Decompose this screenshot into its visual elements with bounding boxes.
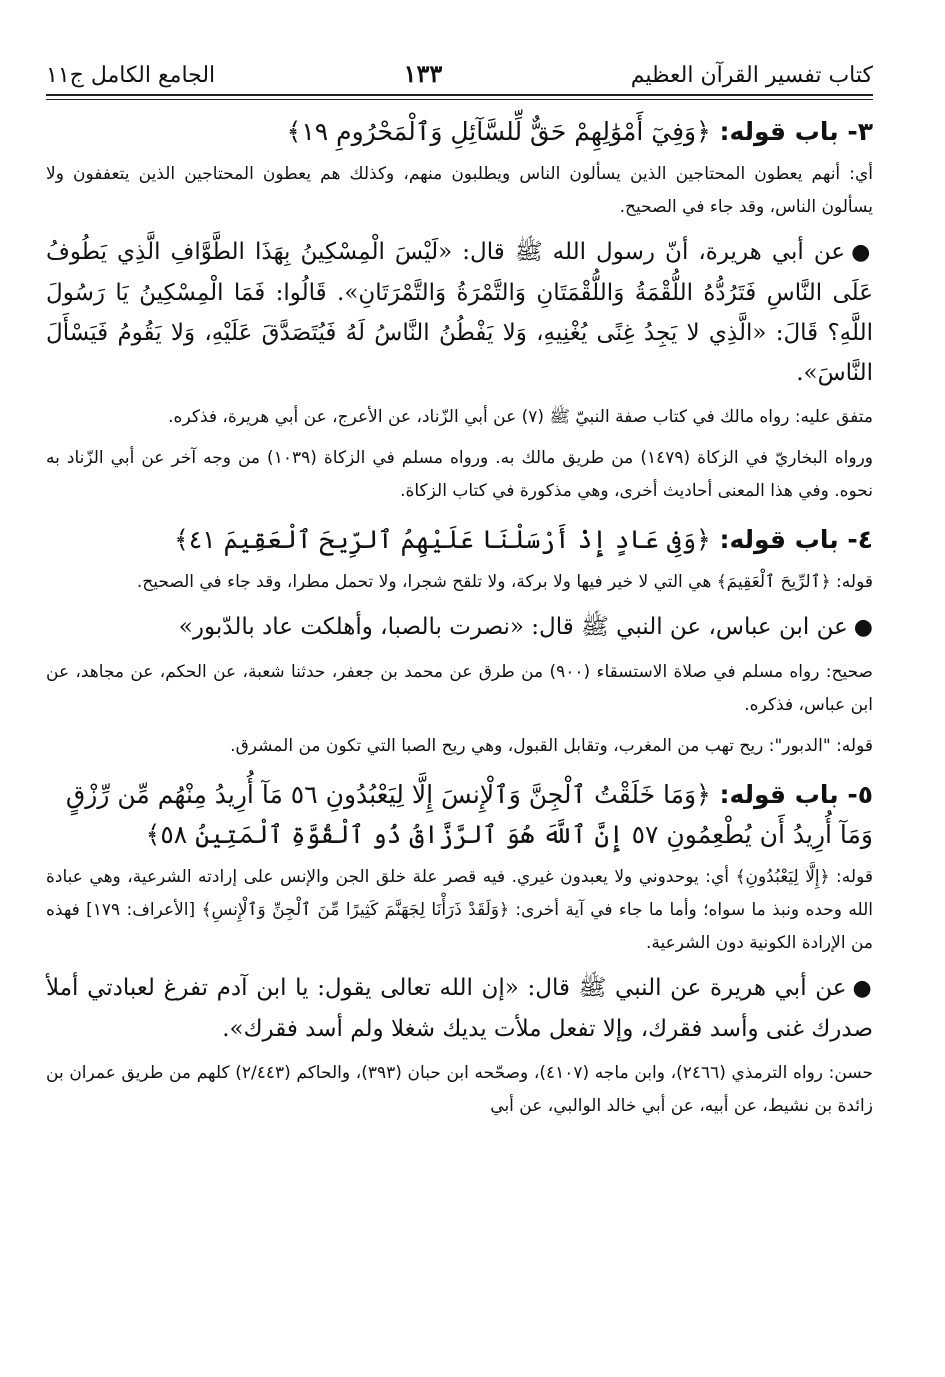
section-heading: [46, 112, 873, 152]
bullet-icon: ●: [852, 976, 873, 1001]
commentary-paragraph: صحيح: رواه مسلم في صلاة الاستسقاء (٩٠٠) من طرق عن محمد بن جعفر، حدثنا شعبة، عن الحكم، عن مجاهد، عن ابن عباس، فذكره.: [46, 662, 873, 715]
page-number: ١٣٣: [403, 59, 443, 88]
commentary-paragraph: ورواه البخاريّ في الزكاة (١٤٧٩) من طريق مالك به. ورواه مسلم في الزكاة (١٠٣٩) من وجه آخر عن أبي الزّناد به نحوه. وفي هذا المعنى أحاديث أخرى، وهي مذكورة في كتاب الزكاة.: [46, 448, 873, 501]
quran-verse: ﴿وَفِيٓ أَمْوَٰلِهِمْ حَقٌّ لِّلسَّآئِلِ وَٱلْمَحْرُومِ ١٩﴾: [286, 117, 711, 146]
commentary-paragraph: قوله: ﴿ٱلرِّيحَ ٱلْعَقِيمَ﴾ هي التي لا خير فيها ولا بركة، ولا تلقح شجرا، ولا تحمل مطرا، وقد جاء في الصحيح.: [136, 572, 873, 592]
quran-verse: ﴿وَفِى عَادٍ إِذْ أَرْسَلْنَا عَلَيْهِمُ ٱلرِّيحَ ٱلْعَقِيمَ ٤١﴾: [174, 525, 711, 554]
book-page: [46, 48, 873, 1367]
quran-verse: ﴿وَمَا خَلَقْتُ ٱلْجِنَّ وَٱلْإِنسَ إِلَّا لِيَعْبُدُونِ ٥٦ مَآ أُرِيدُ مِنْهُم مِّن رِّزْقٍ وَمَآ أُرِيدُ أَن يُطْعِمُونِ ٥٧ إِنَّ ٱللَّهَ هُوَ ٱلرَّزَّاقُ ذُو ٱلْقُوَّةِ ٱلْمَتِينُ ٥٨﴾: [65, 780, 873, 849]
section-heading-label: ٣- باب قوله:: [710, 117, 873, 146]
commentary-paragraph: متفق عليه: رواه مالك في كتاب صفة النبيّ ﷺ (٧) عن أبي الزّناد، عن الأعرج، عن أبي هريرة، فذكره.: [168, 407, 873, 427]
book-title: كتاب تفسير القرآن العظيم: [630, 63, 873, 88]
commentary-paragraph: حسن: رواه الترمذي (٢٤٦٦)، وابن ماجه (٤١٠٧)، وصحّحه ابن حبان (٣٩٣)، والحاكم (٢/٤٤٣) كلهم من طريق عمران بن زائدة بن نشيط، عن أبيه، عن أبي خالد الوالبي، عن أبي: [46, 1063, 873, 1116]
section-heading-label: ٤- باب قوله:: [710, 525, 873, 554]
volume-label: الجامع الكامل ج١١: [46, 63, 216, 88]
hadith-body: عن أبي هريرة عن النبي ﷺ قال: «إن الله تعالى يقول: يا ابن آدم تفرغ لعبادتي أملأ صدرك غنى وأسد فقرك، وإلا تفعل ملأت يديك شغلا ولم أسد فقرك».: [46, 975, 873, 1042]
hadith-body: عن ابن عباس، عن النبي ﷺ قال: «نصرت بالصبا، وأهلكت عاد بالدّبور»: [178, 614, 848, 640]
bullet-icon: ●: [853, 615, 873, 640]
bullet-icon: ●: [851, 240, 873, 265]
section-heading: [46, 775, 873, 855]
hadith-text: [46, 607, 873, 648]
commentary-paragraph: قوله: "الدبور": ريح تهب من المغرب، وتقابل القبول، وهي ريح الصبا التي تكون من المشرق.: [230, 736, 873, 756]
hadith-text: [46, 232, 873, 393]
section-heading: [46, 520, 873, 560]
page-content: [46, 112, 873, 1123]
header-rule: [46, 99, 873, 100]
commentary-paragraph: قوله: ﴿إِلَّا لِيَعْبُدُونِ﴾ أي: يوحدوني ولا يعبدون غيري. فيه قصر علة خلق الجن والإنس على إرادته الشرعية، وهي عبادة الله وحده ونبذ ما سواه؛ وأما ما جاء في آية أخرى: ﴿وَلَقَدْ ذَرَأْنَا لِجَهَنَّمَ كَثِيرًا مِّنَ ٱلْجِنِّ وَٱلْإِنسِ﴾ [الأعراف: ١٧٩] فهذه من الإرادة الكونية دون الشرعية.: [46, 867, 873, 953]
hadith-body: عن أبي هريرة، أنّ رسول الله ﷺ قال: «لَيْسَ الْمِسْكِينُ بِهَذَا الطَّوَّافِ الَّذِي يَطُوفُ عَلَى النَّاسِ فَتَرُدُّهُ اللُّقْمَةُ وَاللُّقْمَتَانِ وَالتَّمْرَةُ وَالتَّمْرَتَانِ». قَالُوا: فَمَا الْمِسْكِينُ يَا رَسُولَ اللَّهِ؟ قَالَ: «الَّذِي لا يَجِدُ غِنًى يُغْنِيهِ، وَلا يَفْطُنُ النَّاسُ لَهُ فَيُتَصَدَّقَ عَلَيْهِ، وَلا يَقُومُ فَيَسْأَلَ النَّاسَ».: [46, 239, 873, 386]
commentary-paragraph: أي: أنهم يعطون المحتاجين الذين يسألون الناس ويطلبون منهم، وكذلك هم يعطون المحتاجين الذين يتعففون ولا يسألون الناس، وقد جاء في الصحيح.: [46, 164, 873, 217]
page-header: [46, 48, 873, 96]
hadith-text: [46, 968, 873, 1049]
section-heading-label: ٥- باب قوله:: [710, 780, 873, 809]
